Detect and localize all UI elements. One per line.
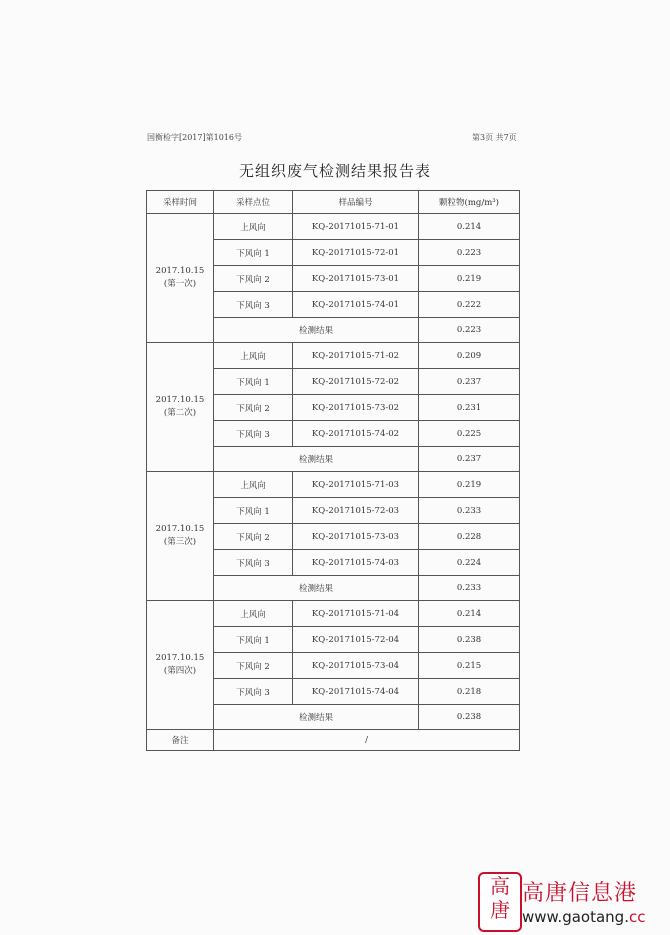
particulate-value-cell: 0.231 [419,395,520,421]
results-table [146,190,520,751]
particulate-value-cell: 0.214 [419,601,520,627]
sampling-point-cell: 下风向 3 [214,292,293,318]
sampling-time-cell [147,472,214,601]
particulate-value-cell: 0.222 [419,292,520,318]
table-row [147,472,520,498]
sample-id-cell: KQ-20171015-73-02 [293,395,419,421]
particulate-value-cell: 0.223 [419,240,520,266]
sampling-point-cell: 上风向 [214,472,293,498]
particulate-value-cell: 0.209 [419,343,520,369]
sampling-time-cell [147,214,214,343]
particulate-value-cell: 0.219 [419,472,520,498]
sample-id-cell: KQ-20171015-73-03 [293,524,419,550]
watermark-seal-logo: 高 唐 [478,872,522,932]
sample-id-cell: KQ-20171015-73-04 [293,653,419,679]
result-label-cell: 检测结果 [214,576,419,601]
report-number: 国衡检字[2017]第1016号 [147,133,242,142]
result-value-cell: 0.237 [419,447,520,472]
table-row [147,601,520,627]
particulate-value-cell: 0.228 [419,524,520,550]
note-value-cell: / [214,730,520,751]
page-indicator: 第3页 共7页 [472,133,517,142]
sampling-date: 2017.10.15 [155,653,205,663]
sample-id-cell: KQ-20171015-72-03 [293,498,419,524]
sample-id-cell: KQ-20171015-72-01 [293,240,419,266]
sampling-date: 2017.10.15 [155,395,205,405]
sampling-date: 2017.10.15 [155,524,205,534]
sample-id-cell: KQ-20171015-71-03 [293,472,419,498]
column-header-value: 颗粒物(mg/m³) [419,191,520,214]
note-label-cell: 备注 [147,730,214,751]
sampling-date: 2017.10.15 [155,266,205,276]
watermark-url: www.gaotang.cc [522,908,646,926]
site-watermark [478,872,648,932]
sample-id-cell: KQ-20171015-72-02 [293,369,419,395]
sampling-point-cell: 下风向 2 [214,395,293,421]
sampling-time-cell [147,343,214,472]
column-header-time: 采样时间 [147,191,214,214]
sampling-time-cell [147,601,214,730]
result-value-cell: 0.233 [419,576,520,601]
sampling-batch: (第三次) [163,537,197,547]
column-header-sample: 样品编号 [293,191,419,214]
sampling-point-cell: 下风向 3 [214,679,293,705]
sampling-batch: (第四次) [163,666,197,676]
sampling-batch: (第二次) [163,408,197,418]
result-value-cell: 0.223 [419,318,520,343]
particulate-value-cell: 0.237 [419,369,520,395]
table-header-row [147,191,520,214]
table-row [147,214,520,240]
result-value-cell: 0.238 [419,705,520,730]
sampling-point-cell: 下风向 1 [214,369,293,395]
sampling-point-cell: 下风向 1 [214,627,293,653]
sampling-point-cell: 下风向 1 [214,498,293,524]
report-title: 无组织废气检测结果报告表 [238,162,431,180]
sample-id-cell: KQ-20171015-74-02 [293,421,419,447]
particulate-value-cell: 0.218 [419,679,520,705]
table-row [147,343,520,369]
sample-id-cell: KQ-20171015-74-03 [293,550,419,576]
result-label-cell: 检测结果 [214,447,419,472]
particulate-value-cell: 0.214 [419,214,520,240]
particulate-value-cell: 0.233 [419,498,520,524]
note-row [147,730,520,751]
sampling-point-cell: 下风向 2 [214,524,293,550]
sampling-point-cell: 下风向 2 [214,653,293,679]
sampling-point-cell: 上风向 [214,601,293,627]
sampling-point-cell: 下风向 2 [214,266,293,292]
sampling-point-cell: 下风向 3 [214,421,293,447]
result-label-cell: 检测结果 [214,318,419,343]
sample-id-cell: KQ-20171015-73-01 [293,266,419,292]
particulate-value-cell: 0.238 [419,627,520,653]
sampling-batch: (第一次) [163,279,197,289]
sampling-point-cell: 上风向 [214,343,293,369]
sample-id-cell: KQ-20171015-71-02 [293,343,419,369]
sample-id-cell: KQ-20171015-74-04 [293,679,419,705]
sample-id-cell: KQ-20171015-74-01 [293,292,419,318]
column-header-point: 采样点位 [214,191,293,214]
sample-id-cell: KQ-20171015-71-04 [293,601,419,627]
table-body [147,214,520,751]
particulate-value-cell: 0.224 [419,550,520,576]
particulate-value-cell: 0.219 [419,266,520,292]
result-label-cell: 检测结果 [214,705,419,730]
sampling-point-cell: 下风向 1 [214,240,293,266]
particulate-value-cell: 0.225 [419,421,520,447]
sampling-point-cell: 下风向 3 [214,550,293,576]
watermark-site-name: 高唐信息港 [522,881,638,906]
sampling-point-cell: 上风向 [214,214,293,240]
particulate-value-cell: 0.215 [419,653,520,679]
sample-id-cell: KQ-20171015-71-01 [293,214,419,240]
sample-id-cell: KQ-20171015-72-04 [293,627,419,653]
